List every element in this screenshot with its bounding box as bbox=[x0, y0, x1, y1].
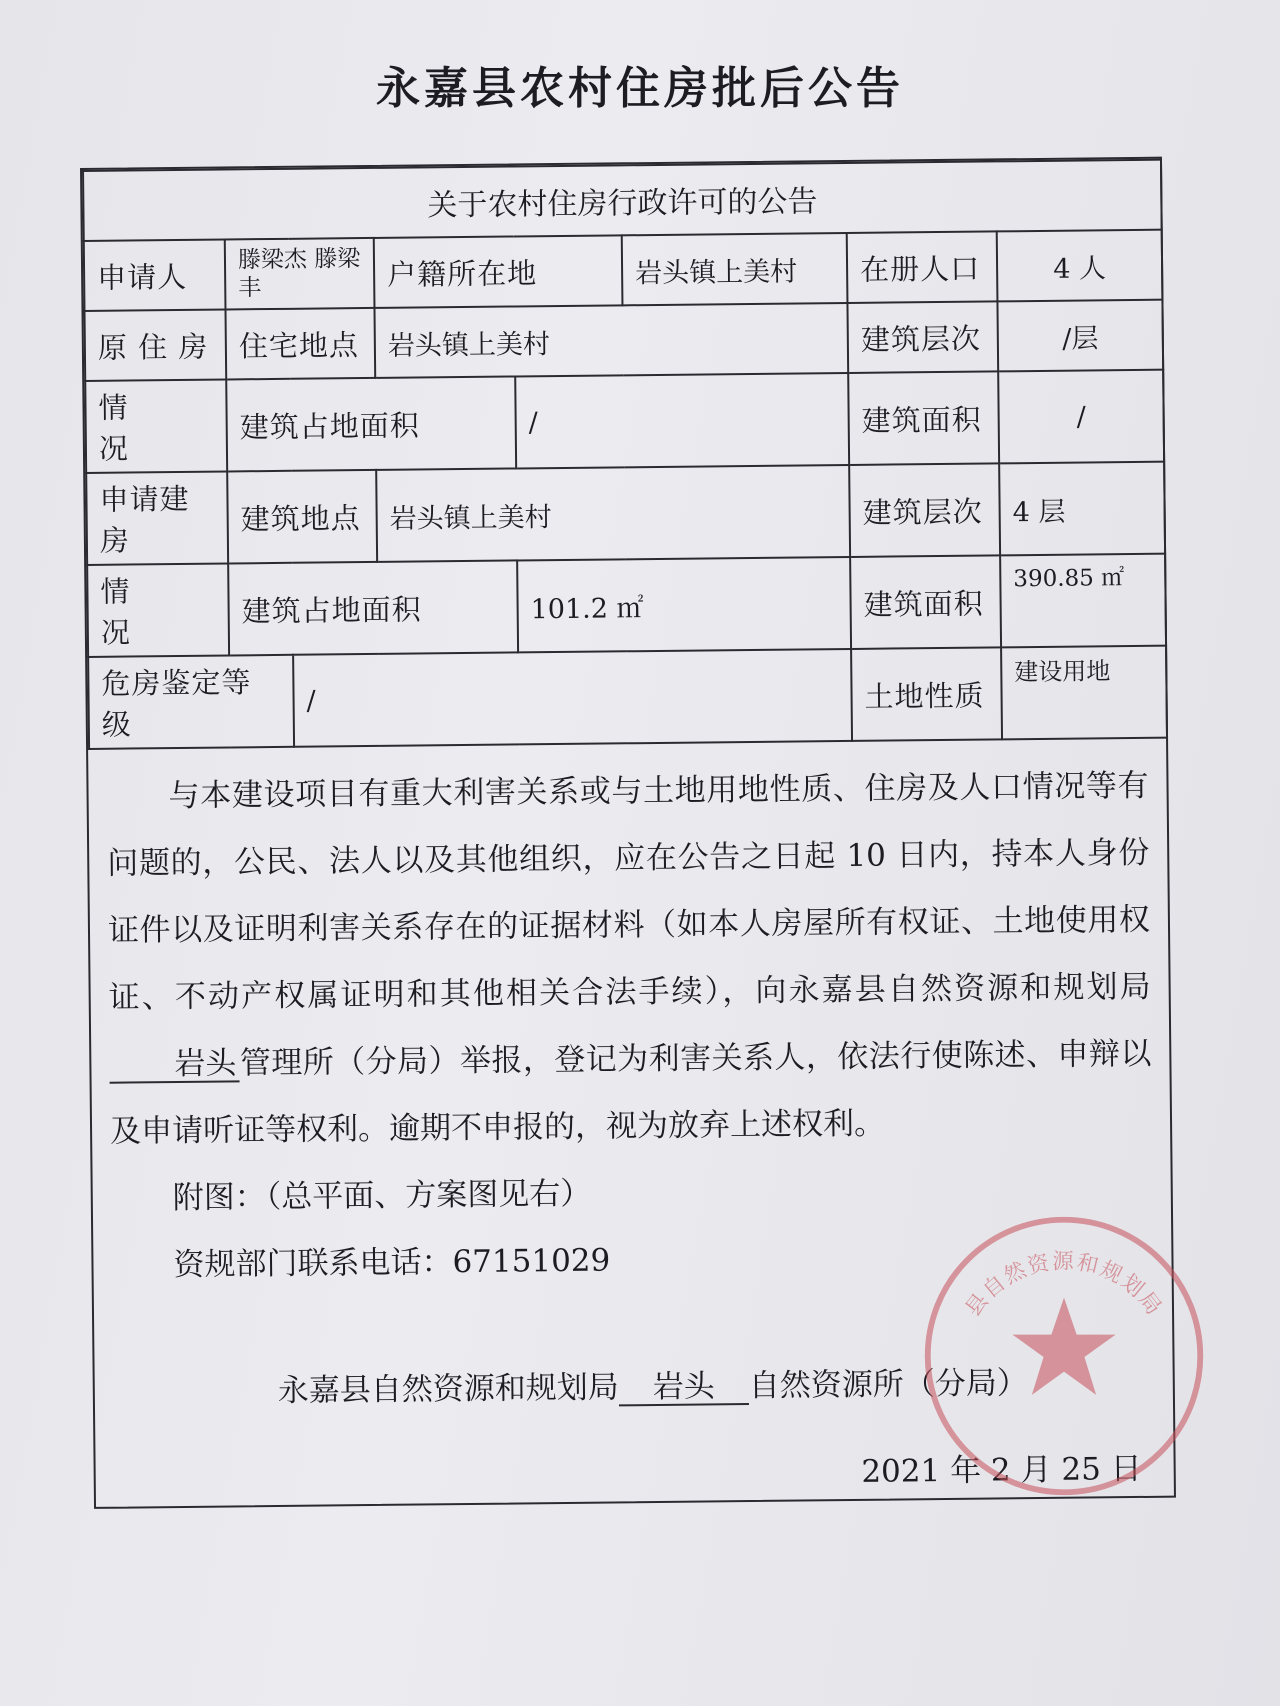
application-building-area-value: 390.85 ㎡ bbox=[1000, 554, 1166, 648]
application-floors-label: 建筑层次 bbox=[849, 463, 1000, 557]
original-address-label: 住宅地点 bbox=[225, 308, 375, 380]
original-label-2: 情 况 bbox=[85, 379, 227, 472]
population-label: 在册人口 bbox=[847, 231, 998, 303]
seal-star-icon bbox=[1012, 1298, 1115, 1395]
application-floors-value: 4 层 bbox=[999, 462, 1165, 556]
original-address-value: 岩头镇上美村 bbox=[374, 303, 848, 378]
application-address-value: 岩头镇上美村 bbox=[376, 465, 850, 562]
application-label-1: 申请建房 bbox=[86, 471, 228, 564]
original-building-area-label: 建筑面积 bbox=[848, 371, 999, 465]
application-land-area-label: 建筑占地面积 bbox=[228, 560, 518, 655]
household-label: 户籍所在地 bbox=[374, 235, 623, 308]
applicant-label: 申请人 bbox=[84, 239, 226, 310]
notice-text-a: 与本建设项目有重大利害关系或与土地用地性质、住房及人口情况等有问题的，公民、法人以及其他组织，应在公告之日起 10 日内，持本人身份证件以及证明利害关系存在的证据材料（如本人房屋所有权证、土地使用权证、不动产权属证明和其他相关合法手续），向永嘉县自然资源和规划局 bbox=[107, 767, 1151, 1016]
original-floors-value: /层 bbox=[997, 300, 1163, 372]
applicant-value: 滕梁杰 滕梁丰 bbox=[225, 238, 375, 310]
page-title: 永嘉县农村住房批后公告 bbox=[376, 63, 904, 114]
original-building-area-value: / bbox=[998, 370, 1164, 464]
seal-text: 县自然资源和规划局 bbox=[960, 1249, 1168, 1322]
notice-paragraph bbox=[106, 753, 1152, 1166]
danger-label: 危房鉴定等级 bbox=[88, 655, 294, 749]
attachment-note: 附图：（总平面、方案图见右） bbox=[172, 1175, 592, 1217]
contact-phone: 资规部门联系电话：67151029 bbox=[173, 1242, 611, 1284]
application-address-label: 建筑地点 bbox=[227, 470, 377, 564]
danger-value: / bbox=[293, 649, 852, 747]
application-land-area-value: 101.2 ㎡ bbox=[517, 557, 851, 652]
application-building-area-label: 建筑面积 bbox=[850, 555, 1001, 649]
notice-date: 2021 年 2 月 25 日 bbox=[861, 1450, 1142, 1490]
original-floors-label: 建筑层次 bbox=[847, 301, 998, 373]
original-label-1: 原 住 房 bbox=[84, 309, 226, 380]
signature-suffix: 自然资源所（分局） bbox=[748, 1365, 1028, 1405]
land-nature-value: 建设用地 bbox=[1001, 646, 1167, 740]
signature-bureau: 永嘉县自然资源和规划局 bbox=[277, 1369, 619, 1409]
population-value: 4 人 bbox=[997, 230, 1163, 302]
household-value: 岩头镇上美村 bbox=[622, 233, 848, 305]
notice-text-b: 管理所（分局）举报，登记为利害关系人，依法行使陈述、申辩以及申请听证等权利。逾期不申报的，视为放弃上述权利。 bbox=[109, 1035, 1152, 1150]
land-nature-label: 土地性质 bbox=[851, 647, 1002, 741]
subtitle: 关于农村住房行政许可的公告 bbox=[83, 160, 1162, 241]
official-seal bbox=[918, 1210, 1210, 1502]
original-land-area-label: 建筑占地面积 bbox=[226, 376, 516, 471]
signature-office: 岩头 bbox=[619, 1369, 749, 1406]
original-land-area-value: / bbox=[515, 373, 849, 468]
application-label-2: 情 况 bbox=[87, 563, 229, 656]
info-table bbox=[82, 159, 1168, 750]
office-blank: 岩头 bbox=[109, 1046, 239, 1083]
